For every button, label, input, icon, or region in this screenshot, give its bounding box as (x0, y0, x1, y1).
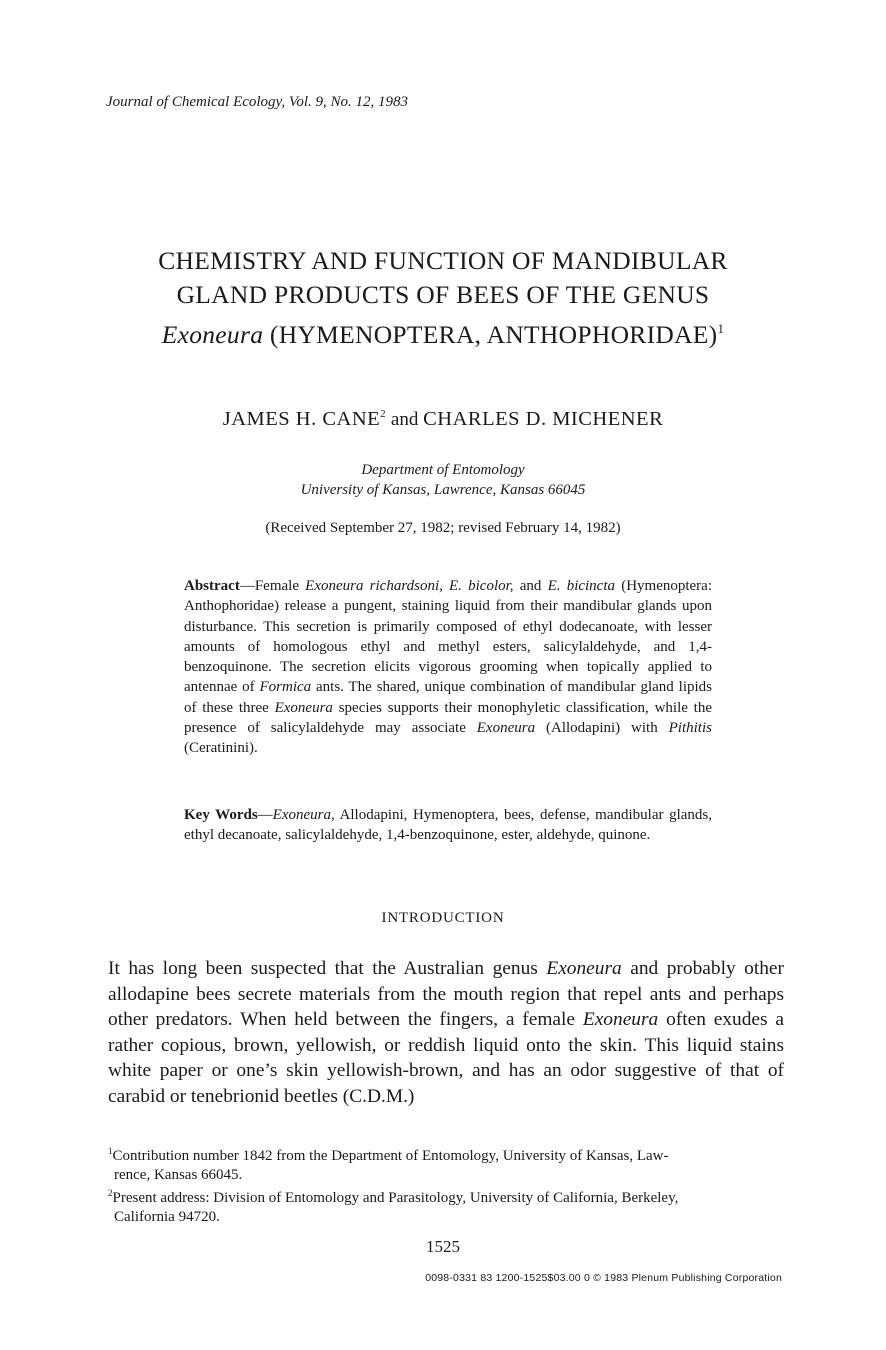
affiliation-department: Department of Entomology (361, 462, 525, 478)
footnote-1 (108, 1142, 784, 1166)
title-line-3 (0, 312, 886, 352)
title-line-3-rest: (HYMENOPTERA, ANTHOPHORIDAE) (263, 320, 718, 349)
abstract-text: (Ceratinini). (184, 740, 258, 757)
article-title (0, 244, 886, 352)
footnote-2 (108, 1184, 784, 1208)
page-number: 1525 (426, 1237, 460, 1256)
intro-genus: Exoneura (546, 958, 622, 979)
affiliation (0, 460, 886, 500)
received-dates: (Received September 27, 1982; revised February 14, 1982) (265, 520, 621, 536)
introduction-paragraph (108, 956, 784, 1110)
abstract-text: Female (254, 578, 306, 594)
keywords-text: Allodapini, Hymenoptera, bees, defense, mandibular glands, ethyl decanoate, salicylaldehyde, 1,4-benzoquinone, ester, aldehyde, quinone. (184, 807, 712, 844)
journal-citation: Journal of Chemical Ecology, Vol. 9, No. 12, 1983 (106, 94, 409, 110)
intro-text: It has long been suspected that the Australian genus (108, 958, 547, 979)
title-footnote-mark: 1 (717, 321, 725, 336)
footnote-2-continued: California 94720. (114, 1208, 220, 1225)
footnote-1-continued: rence, Kansas 66045. (114, 1166, 243, 1183)
abstract-genus: Formica (259, 679, 312, 696)
abstract-text: (Allodapini) with (535, 720, 669, 737)
abstract-text: species supports their monophyletic classification, while the presence of salicylaldehyde may associate (184, 699, 712, 737)
intro-text: often exudes a rather copious, brown, yellowish, or reddish liquid onto the skin. This liquid stains white paper or one’s skin yellowish-brown, and has an odor suggestive of that of carabid or tenebrionid beetles (C.D.M.) (108, 1009, 784, 1107)
abstract (184, 576, 712, 759)
affiliation-university: University of Kansas, Lawrence, Kansas 66045 (300, 482, 586, 498)
title-line-2: GLAND PRODUCTS OF BEES OF THE GENUS (176, 280, 710, 309)
abstract-dash: — (239, 578, 255, 594)
footnote-2-line-1: Present address: Division of Entomology and Parasitology, University of California, Berkeley, (112, 1190, 679, 1206)
author-conjunction: and (386, 409, 424, 430)
section-heading: INTRODUCTION (381, 910, 505, 926)
key-words (184, 805, 712, 846)
abstract-text: and (513, 578, 548, 594)
keywords-genus: Exoneura, (272, 807, 335, 823)
abstract-text: (Hymenoptera: Anthophoridae) release a pungent, staining liquid from their mandibular glands upon disturbance. This secretion is primarily composed of ethyl dodecanoate, with lesser amounts of homologous ethyl and methyl esters, salicylaldehyde, and 1,4-benzoquinone. The secretion elicits vigorous grooming when topically applied to antennae of (184, 578, 712, 696)
abstract-genus: Pithitis (668, 720, 712, 737)
footnote-2-mark: 2 (108, 1188, 113, 1198)
keywords-label: Key Words (184, 807, 258, 823)
abstract-text: ants. The shared, unique combination of mandibular gland lipids of these three (184, 679, 712, 716)
copyright-line: 0098-0331 83 1200-1525$03.00 0 © 1983 Plenum Publishing Corporation (425, 1272, 782, 1284)
intro-text: and probably other allodapine bees secrete materials from the mouth region that repel ants and perhaps other predators. When held between the fingers, a female (108, 958, 784, 1031)
keywords-dash: — (257, 807, 273, 823)
author-list (0, 408, 886, 431)
footnotes (108, 1142, 784, 1226)
abstract-genus: Exoneura (476, 720, 536, 737)
abstract-genus: Exoneura (274, 699, 333, 716)
author-1-footnote-mark: 2 (380, 408, 387, 420)
footnote-1-mark: 1 (108, 1146, 113, 1156)
author-1: JAMES H. CANE (222, 408, 381, 430)
intro-genus: Exoneura (582, 1009, 659, 1031)
title-line-1: CHEMISTRY AND FUNCTION OF MANDIBULAR (158, 246, 728, 275)
author-2: CHARLES D. MICHENER (423, 408, 664, 430)
abstract-label: Abstract (184, 578, 240, 594)
title-genus: Exoneura (161, 320, 264, 349)
footnote-1-line-1: Contribution number 1842 from the Department of Entomology, University of Kansas, Law- (112, 1148, 669, 1164)
abstract-species: E. bicincta (547, 578, 616, 594)
abstract-species: Exoneura richardsoni, E. bicolor, (305, 578, 514, 594)
